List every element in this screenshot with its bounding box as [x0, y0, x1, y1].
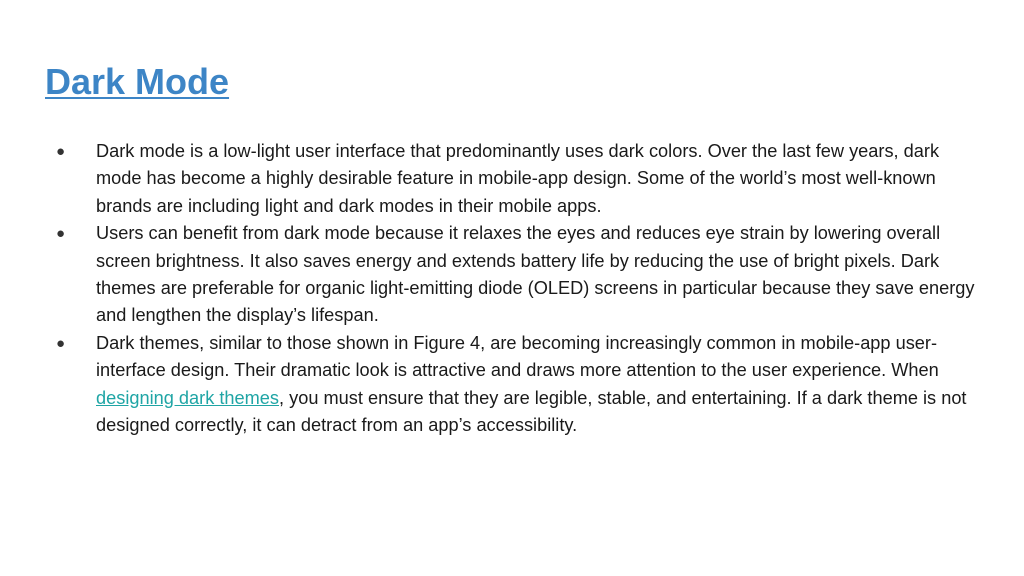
bullet-text: Dark mode is a low-light user interface that predominantly uses dark colors. Over the last few years, dark mode has become a highly desirable feature in mobile-app design. Some of the world’s most well-known brands are including light and dark modes in their mobile apps. — [96, 141, 940, 216]
bullet-item-dark-mode-definition — [56, 138, 986, 220]
bullet-item-dark-mode-benefits — [56, 220, 986, 330]
bullet-dot-icon: ● — [56, 143, 66, 160]
slide-title: Dark Mode — [45, 61, 230, 102]
bullet-list — [56, 138, 986, 439]
bullet-dot-icon: ● — [56, 334, 66, 352]
designing-dark-themes-link[interactable]: designing dark themes — [96, 387, 279, 408]
bullet-text-after-link: , you must ensure that they are legible, stable, and entertaining. If a dark theme is not designed correctly, it can detract from an app’s accessibility. — [96, 387, 967, 436]
bullet-dot-icon: ● — [56, 225, 66, 243]
bullet-text-before-link: Dark themes, similar to those shown in Figure 4, are becoming increasingly common in mobile-app user-interface design. Their dramatic look is attractive and draws more attention to the user experience. When — [96, 332, 939, 381]
bullet-text: Users can benefit from dark mode because it relaxes the eyes and reduces eye strain by lowering overall screen brightness. It also saves energy and extends battery life by reducing the use of bright pixels. Dark themes are preferable for organic light-emitting diode (OLED) screens in particular because they save energy and lengthen the display’s lifespan. — [96, 223, 975, 326]
bullet-item-dark-themes-design — [56, 330, 986, 440]
